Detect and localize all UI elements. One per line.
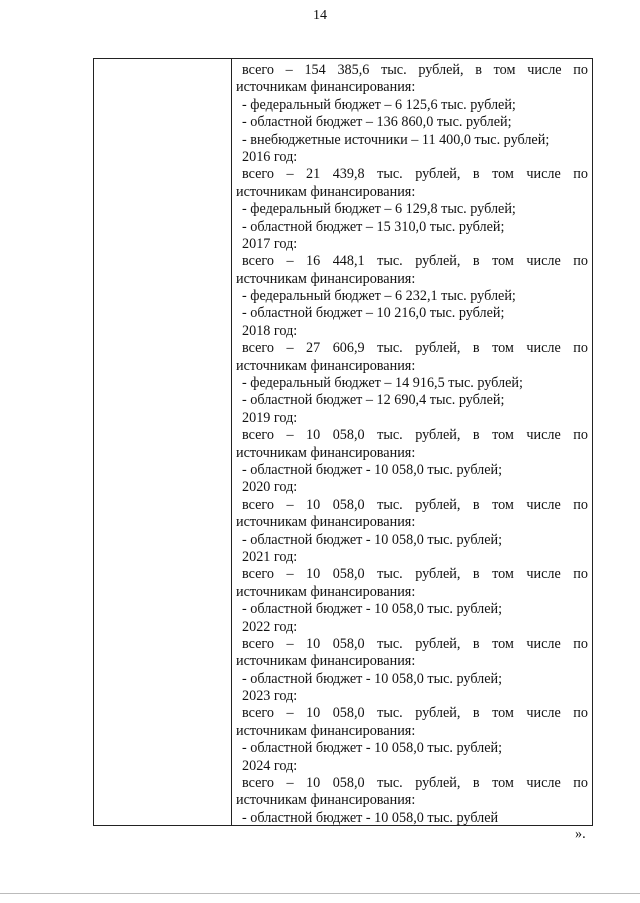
text-line: источникам финансирования: [236,270,416,287]
text-line: источникам финансирования: [236,514,416,531]
text-line: - областной бюджет - 10 058,0 тыс. рублей [242,809,499,826]
text-line: всего – 27 606,9 тыс. рублей, в том числе по [242,340,588,357]
text-line: источникам финансирования: [236,583,416,600]
text-line: - областной бюджет – 136 860,0 тыс. рублей; [242,114,512,131]
text-line: - областной бюджет - 10 058,0 тыс. рублей; [242,601,503,618]
text-line: источникам финансирования: [236,79,416,96]
page-bottom-rule [0,893,640,894]
text-line: 2021 год: [242,548,298,565]
text-line: - федеральный бюджет – 6 129,8 тыс. рублей; [242,201,516,218]
text-line: - федеральный бюджет – 6 232,1 тыс. рублей; [242,288,516,305]
text-line: - федеральный бюджет – 6 125,6 тыс. рублей; [242,96,516,113]
text-line: всего – 10 058,0 тыс. рублей, в том числе по [242,705,588,722]
text-line: - областной бюджет – 15 310,0 тыс. рублей; [242,218,505,235]
text-line: источникам финансирования: [236,357,416,374]
text-line: 2016 год: [242,148,298,165]
text-line: всего – 10 058,0 тыс. рублей, в том числе по [242,427,588,444]
text-line: источникам финансирования: [236,653,416,670]
text-line: - федеральный бюджет – 14 916,5 тыс. рублей; [242,375,523,392]
text-line: 2018 год: [242,322,298,339]
funding-table [93,58,593,826]
text-line: 2017 год: [242,235,298,252]
text-line: 2020 год: [242,479,298,496]
text-line: всего – 10 058,0 тыс. рублей, в том числе по [242,566,588,583]
page-number: 14 [313,8,327,23]
text-line: - внебюджетные источники – 11 400,0 тыс. рублей; [242,131,550,148]
closing-quote: ». [575,826,586,842]
text-line: всего – 10 058,0 тыс. рублей, в том числе по [242,775,588,792]
text-line: всего – 10 058,0 тыс. рублей, в том числе по [242,496,588,513]
text-line: источникам финансирования: [236,444,416,461]
text-line: - областной бюджет - 10 058,0 тыс. рублей; [242,531,503,548]
text-line: 2019 год: [242,409,298,426]
text-line: - областной бюджет - 10 058,0 тыс. рублей; [242,461,503,478]
text-line: 2023 год: [242,688,298,705]
text-line: - областной бюджет – 10 216,0 тыс. рублей; [242,305,505,322]
table-right-column [236,62,588,827]
text-line: - областной бюджет - 10 058,0 тыс. рублей; [242,740,503,757]
text-line: источникам финансирования: [236,792,416,809]
text-line: источникам финансирования: [236,722,416,739]
text-line: источникам финансирования: [236,183,416,200]
text-line: всего – 154 385,6 тыс. рублей, в том числе по [242,62,588,78]
text-line: всего – 21 439,8 тыс. рублей, в том числе по [242,166,588,183]
text-line: всего – 10 058,0 тыс. рублей, в том числе по [242,635,588,652]
text-line: 2024 год: [242,757,298,774]
table-left-column [94,59,232,825]
text-line: - областной бюджет – 12 690,4 тыс. рублей; [242,392,505,409]
text-line: всего – 16 448,1 тыс. рублей, в том числе по [242,253,588,270]
text-line: - областной бюджет - 10 058,0 тыс. рублей; [242,670,503,687]
text-line: 2022 год: [242,618,298,635]
